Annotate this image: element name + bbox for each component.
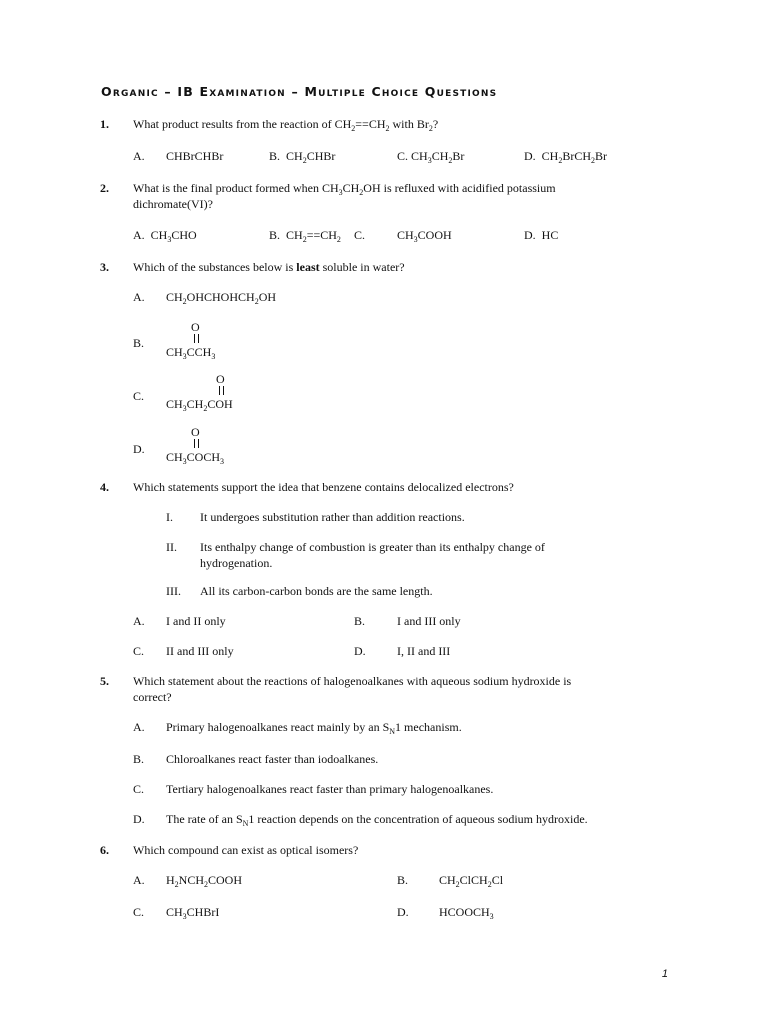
q3-text: Which of the substances below is least soluble in water?	[133, 260, 405, 274]
q4-statement-2-line2: hydrogenation.	[200, 556, 273, 570]
q4-statement-1-numeral: I.	[166, 510, 173, 524]
q2-option-b: B. $CH_2==CH_2$	[269, 228, 341, 244]
q5-option-d-letter: D.	[133, 812, 145, 826]
q5-option-c: Tertiary halogenoalkanes react faster than primary halogenoalkanes.	[166, 782, 494, 796]
q3-option-c: $CH_3CH_2COH$	[166, 397, 233, 413]
q6-option-a-letter: A.	[133, 873, 145, 887]
q3-option-d: $CH_3COCH_3$	[166, 450, 225, 466]
page-title: Organic – IB Examination – Multiple Choice Questions	[101, 84, 498, 99]
q5-option-b: Chloroalkanes react faster than iodoalkanes.	[166, 752, 379, 766]
q1-number: 1.	[100, 117, 109, 131]
q6-number: 6.	[100, 843, 109, 857]
q2-option-d: D. HC	[524, 228, 559, 242]
q1-option-c: C. $CH_3CH_2Br$	[397, 149, 465, 165]
page-number: 1	[661, 968, 668, 980]
q4-option-a: I and II only	[166, 614, 226, 628]
q4-option-a-letter: A.	[133, 614, 145, 628]
q3-option-c-oxygen: O	[216, 372, 225, 386]
q6-option-a: $H_2NCH_2COOH$	[166, 873, 243, 889]
q6-option-d: $HCOOCH_3$	[439, 905, 494, 921]
q6-text: Which compound can exist as optical isomers?	[133, 843, 359, 857]
q5-option-c-letter: C.	[133, 782, 145, 796]
q6-option-d-letter: D.	[397, 905, 409, 919]
q3-option-d-oxygen: O	[191, 425, 200, 439]
q4-option-c: II and III only	[166, 644, 234, 658]
q4-statement-3: All its carbon-carbon bonds are the same length.	[200, 584, 433, 598]
q3-option-b-double-bond	[194, 334, 199, 343]
q4-statement-2-numeral: II.	[166, 540, 177, 554]
q5-option-a-letter: A.	[133, 720, 145, 734]
q3-option-c-double-bond	[219, 386, 224, 395]
q5-option-d: The rate of an $S_N1$ reaction depends on the concentration of aqueous sodium hydroxide.	[166, 812, 588, 828]
q1-option-d: D. $CH_2BrCH_2Br$	[524, 149, 608, 165]
q3-option-b-letter: B.	[133, 336, 145, 350]
q6-option-c-letter: C.	[133, 905, 145, 919]
q6-option-b-letter: B.	[397, 873, 409, 887]
q4-option-c-letter: C.	[133, 644, 145, 658]
q2-option-c-letter: C.	[354, 228, 366, 242]
q2-option-a: A. $CH_3CHO$	[133, 228, 197, 244]
q3-option-a: $CH_2OHCHOHCH_2OH$	[166, 290, 277, 306]
q3-option-a-letter: A.	[133, 290, 145, 304]
q2-option-c: $CH_3COOH$	[397, 228, 452, 244]
q3-number: 3.	[100, 260, 109, 274]
q6-option-b: $CH_2ClCH_2Cl$	[439, 873, 504, 889]
q5-option-a: Primary halogenoalkanes react mainly by an $S_N1$ mechanism.	[166, 720, 462, 736]
q5-text-line2: correct?	[133, 690, 172, 704]
q4-number: 4.	[100, 480, 109, 494]
q4-statement-3-numeral: III.	[166, 584, 181, 598]
q5-number: 5.	[100, 674, 109, 688]
q4-option-d: I, II and III	[397, 644, 451, 658]
q2-text-line1: What is the final product formed when $CH_3CH_2OH$ is refluxed with acidified potassium	[133, 181, 556, 197]
q1-text: What product results from the reaction of $CH_2==CH_2$ with $Br_2$?	[133, 117, 439, 133]
q4-statement-2-line1: Its enthalpy change of combustion is greater than its enthalpy change of	[200, 540, 545, 554]
q2-text-line2: dichromate(VI)?	[133, 197, 213, 211]
q3-option-b-oxygen: O	[191, 320, 200, 334]
q4-text: Which statements support the idea that benzene contains delocalized electrons?	[133, 480, 514, 494]
q3-option-d-letter: D.	[133, 442, 145, 456]
q3-option-b: $CH_3CCH_3$	[166, 345, 216, 361]
q4-statement-1: It undergoes substitution rather than addition reactions.	[200, 510, 465, 524]
q5-option-b-letter: B.	[133, 752, 145, 766]
q4-option-b: I and III only	[397, 614, 461, 628]
q1-option-b: B. $CH_2CHBr$	[269, 149, 336, 165]
q4-option-d-letter: D.	[354, 644, 366, 658]
q6-option-c: $CH_3CHBrI$	[166, 905, 220, 921]
q3-option-d-double-bond	[194, 439, 199, 448]
q1-option-a: CHBrCHBr	[166, 149, 224, 163]
q3-option-c-letter: C.	[133, 389, 145, 403]
q4-option-b-letter: B.	[354, 614, 366, 628]
q2-number: 2.	[100, 181, 109, 195]
q5-text-line1: Which statement about the reactions of halogenoalkanes with aqueous sodium hydroxide is	[133, 674, 572, 688]
q1-option-a-letter: A.	[133, 149, 145, 163]
